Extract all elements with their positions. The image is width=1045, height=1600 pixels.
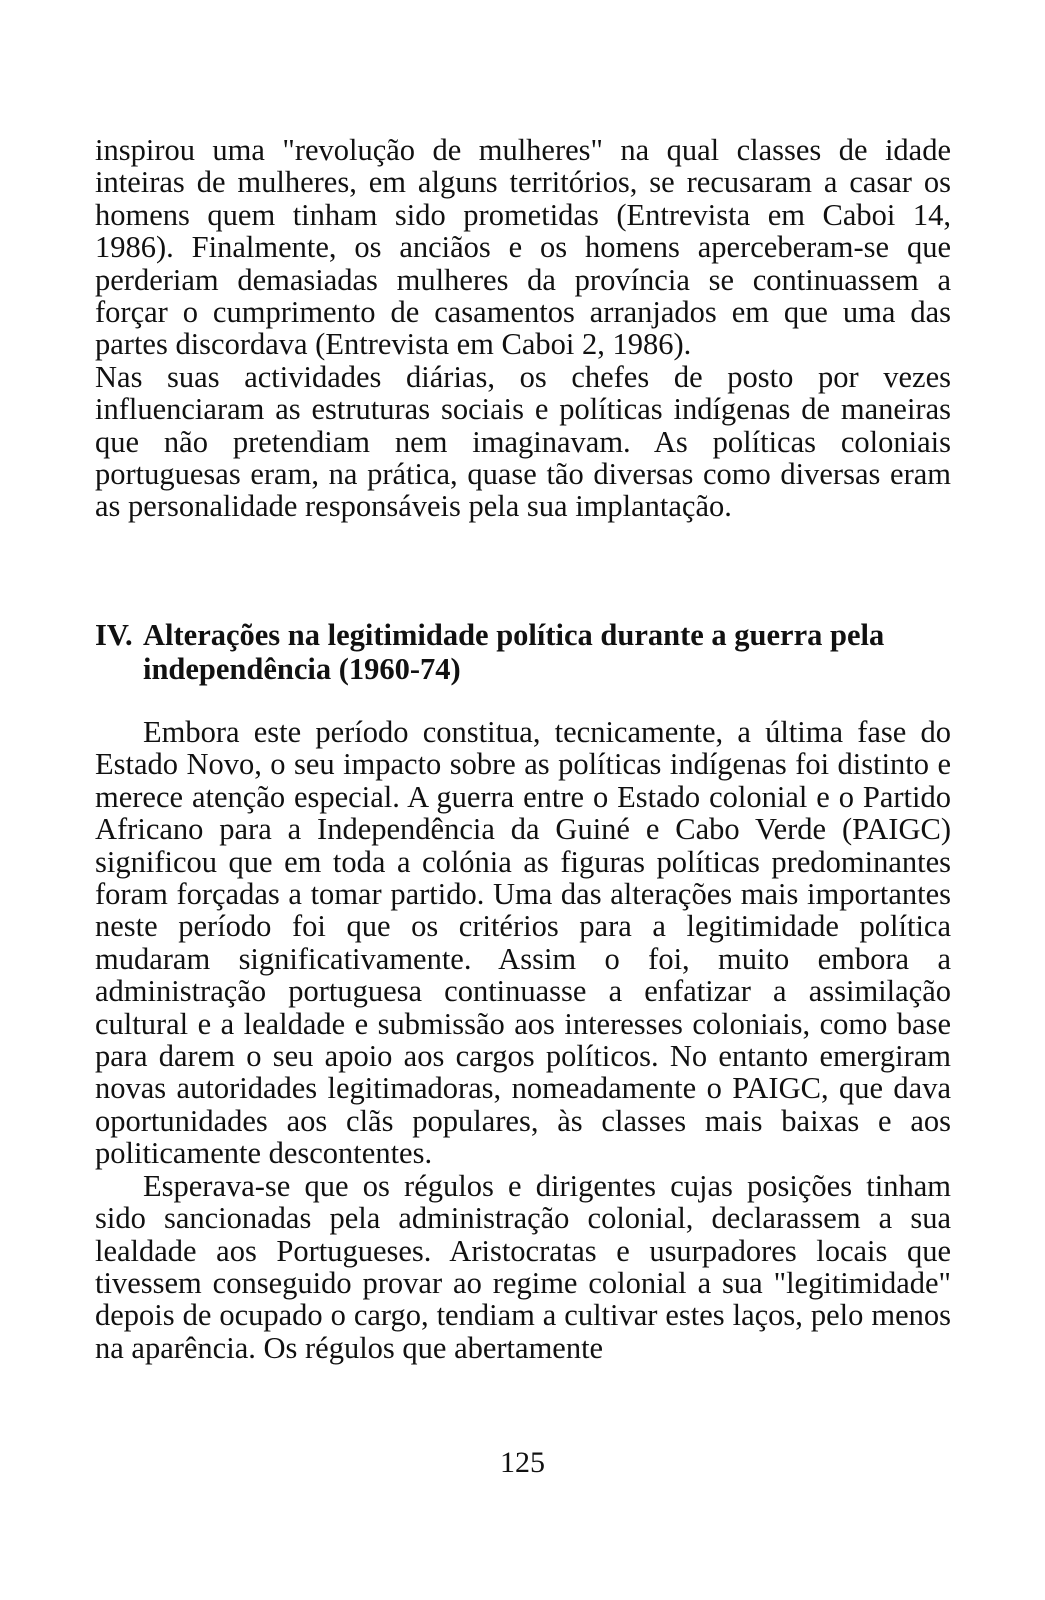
paragraph-revolucao-mulheres: inspirou uma "revolução de mulheres" na qual classes de idade inteiras de mulheres, em alguns territórios, se recusaram a casar os homens quem tinham sido prometidas (Entrevista em Caboi 14, 1986). Finalmente, os anciãos e os homens aperceberam-se que perderiam demasiadas mulheres da província se continuassem a forçar o cumprimento de casamentos arranjados em que uma das partes discordava (Entrevista em Caboi 2, 1986). xyxy=(95,133,951,362)
paragraph-estado-novo: Embora este período constitua, tecnicamente, a última fase do Estado Novo, o seu impacto sobre as políticas indígenas foi distinto e merece atenção especial. A guerra entre o Estado colonial e o Partido Africano para a Independência da Guiné e Cabo Verde (PAIGC) significou que em toda a colónia as figuras políticas predominantes foram forçadas a tomar partido. Uma das alterações mais importantes neste período foi que os critérios para a legitimidade política mudaram significativamente. Assim o foi, muito embora a administração portuguesa continuasse a enfatizar a assimilação cultural e a lealdade e submissão aos interesses coloniais, como base para darem o seu apoio aos cargos políticos. No entanto emergiram novas autoridades legitimadoras, nomeadamente o PAIGC, que dava oportunidades aos clãs populares, às classes mais baixas e aos politicamente descontentes. xyxy=(95,715,951,1171)
paragraph-regulos: Esperava-se que os régulos e dirigentes cujas posições tinham sido sancionadas pela administração colonial, declarassem a sua lealdade aos Portugueses. Aristocratas e usurpadores locais que tivessem conseguido provar ao regime colonial a sua "legitimidade" depois de ocupado o cargo, tendiam a cultivar estes laços, pelo menos na aparência. Os régulos que abertamente xyxy=(95,1168,951,1365)
section-title: Alterações na legitimidade política durante a guerra pela independência (1960-74) xyxy=(143,618,885,686)
paragraph-chefes-de-posto: Nas suas actividades diárias, os chefes de posto por vezes influenciaram as estruturas sociais e políticas indígenas de maneiras que não pretendiam nem imaginavam. As políticas coloniais portuguesas eram, na prática, quase tão diversas como diversas eram as personalidade responsáveis pela sua implantação. xyxy=(95,359,951,524)
section-heading xyxy=(95,618,955,686)
body-text-section xyxy=(95,716,951,1364)
section-number: IV. xyxy=(95,618,133,652)
body-text-top xyxy=(95,134,951,523)
page-number: 125 xyxy=(500,1446,545,1479)
